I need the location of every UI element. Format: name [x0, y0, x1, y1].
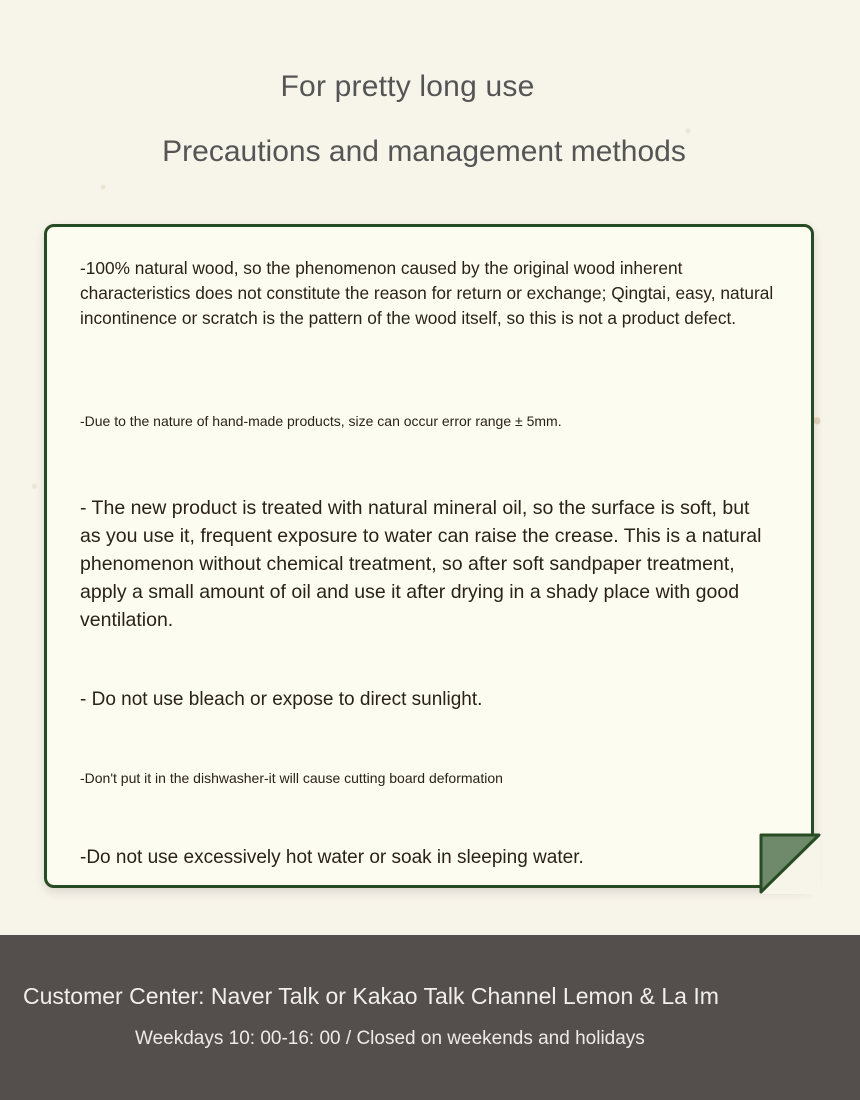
page-title: For pretty long use [280, 70, 535, 103]
precaution-mineral-oil: - The new product is treated with natural mineral oil, so the surface is soft, but as you use it, frequent exposure to water can raise the crease. This is a natural phenomenon without chemical treatment, so after soft sandpaper treatment, apply a small amount of oil and use it after drying in a shady place with good ventilation. [80, 497, 762, 631]
footer-bar [0, 935, 860, 1100]
page-subtitle: Precautions and management methods [162, 135, 686, 168]
precaution-no-hot-water: -Do not use excessively hot water or soak in sleeping water. [80, 847, 584, 868]
precaution-no-dishwasher: -Don't put it in the dishwasher-it will cause cutting board deformation [80, 770, 503, 786]
precaution-natural-wood: -100% natural wood, so the phenomenon caused by the original wood inherent characteristics does not constitute the reason for return or exchange; Qingtai, easy, natural incontinence or scratch is the pattern of the wood itself, so this is not a product defect. [80, 258, 774, 328]
customer-center-text: Customer Center: Naver Talk or Kakao Talk Channel Lemon & La Im [23, 983, 719, 1009]
business-hours-text: Weekdays 10: 00-16: 00 / Closed on weekends and holidays [135, 1028, 645, 1049]
precaution-size-tolerance: -Due to the nature of hand-made products, size can occur error range ± 5mm. [80, 413, 562, 429]
precaution-no-bleach: - Do not use bleach or expose to direct sunlight. [80, 689, 483, 710]
